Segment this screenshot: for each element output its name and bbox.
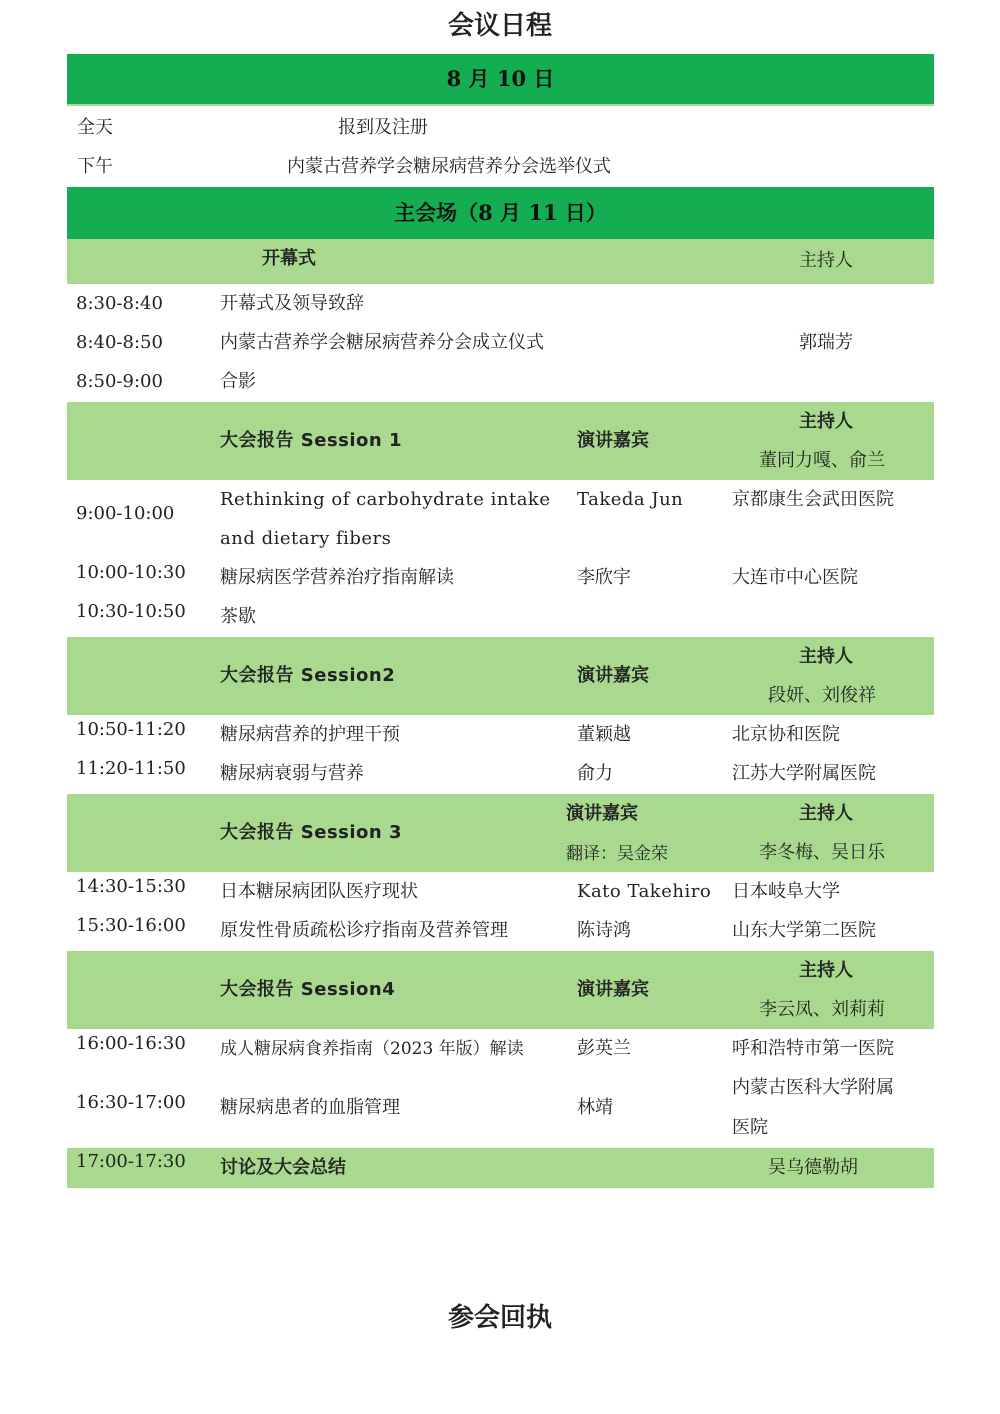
session1-org-2: 大连市中心医院 — [732, 567, 858, 588]
session4-org-1: 呼和浩特市第一医院 — [732, 1038, 894, 1059]
session1-speaker-1: Takeda Jun — [577, 489, 684, 510]
session1-speaker-2: 李欣宇 — [577, 567, 631, 588]
session3-title: 大会报告 Session 3 — [220, 822, 403, 843]
session3-time-2: 15:30-16:00 — [76, 915, 186, 936]
session2-time-1: 10:50-11:20 — [76, 719, 186, 740]
session2-title: 大会报告 Session2 — [220, 665, 396, 686]
opening-time-1: 8:30-8:40 — [76, 293, 163, 314]
session3-org-1: 日本岐阜大学 — [732, 881, 840, 902]
session4-org-2a: 内蒙古医科大学附属 — [732, 1077, 894, 1098]
session2-org-2: 江苏大学附属医院 — [732, 763, 876, 784]
opening-event-2: 内蒙古营养学会糖尿病营养分会成立仪式 — [220, 332, 544, 353]
opening-host-label: 主持人 — [799, 250, 853, 271]
opening-event-3: 合影 — [220, 371, 256, 392]
day1-time-1: 全天 — [77, 117, 113, 138]
session2-hosts: 段妍、刘俊祥 — [768, 685, 876, 706]
opening-host: 郭瑞芳 — [799, 332, 853, 353]
closing-host: 吴乌德勒胡 — [768, 1157, 858, 1178]
session2-host-label: 主持人 — [799, 646, 853, 667]
session1-time-3: 10:30-10:50 — [76, 601, 186, 622]
session2-org-1: 北京协和医院 — [732, 724, 840, 745]
session4-topic-1: 成人糖尿病食养指南（2023 年版）解读 — [220, 1039, 524, 1059]
session2-speaker-label: 演讲嘉宾 — [577, 665, 649, 686]
session2-speaker-2: 俞力 — [577, 763, 613, 784]
session4-hosts: 李云凤、刘莉莉 — [759, 999, 885, 1020]
session1-time-1: 9:00-10:00 — [76, 503, 175, 524]
footer-title: 参会回执 — [447, 1303, 552, 1333]
session1-title: 大会报告 Session 1 — [220, 430, 403, 451]
session4-time-2: 16:30-17:00 — [76, 1092, 186, 1113]
session3-host-label: 主持人 — [799, 803, 853, 824]
opening-time-3: 8:50-9:00 — [76, 371, 163, 392]
session3-topic-1: 日本糖尿病团队医疗现状 — [220, 881, 418, 902]
closing-time: 17:00-17:30 — [76, 1151, 186, 1172]
session3-topic-2: 原发性骨质疏松诊疗指南及营养管理 — [220, 920, 508, 941]
session1-host-label: 主持人 — [799, 411, 853, 432]
session4-time-1: 16:00-16:30 — [76, 1033, 186, 1054]
page-title: 会议日程 — [447, 11, 552, 41]
day1-header-text: 8 月 10 日 — [446, 66, 555, 91]
session4-speaker-2: 林靖 — [577, 1097, 613, 1118]
session4-title: 大会报告 Session4 — [220, 979, 396, 1000]
session4-host-label: 主持人 — [799, 960, 853, 981]
day1-time-2: 下午 — [77, 156, 113, 177]
session3-translator: 翻译：吴金荣 — [566, 844, 668, 864]
session2-topic-1: 糖尿病营养的护理干预 — [220, 724, 400, 745]
opening-title: 开幕式 — [262, 248, 316, 269]
session3-speaker-1: Kato Takehiro — [577, 881, 712, 902]
session1-speaker-label: 演讲嘉宾 — [577, 430, 649, 451]
session1-topic-2: 糖尿病医学营养治疗指南解读 — [220, 567, 454, 588]
session1-hosts: 董同力嘎、俞兰 — [759, 450, 885, 471]
session1-topic-1a: Rethinking of carbohydrate intake — [220, 489, 551, 510]
session2-speaker-1: 董颖越 — [577, 724, 631, 745]
session1-topic-1b: and dietary fibers — [220, 528, 392, 549]
day2-header-text: 主会场（8 月 11 日） — [394, 200, 607, 225]
session2-time-2: 11:20-11:50 — [76, 758, 186, 779]
session2-topic-2: 糖尿病衰弱与营养 — [220, 763, 364, 784]
session3-org-2: 山东大学第二医院 — [732, 920, 876, 941]
session1-topic-3: 茶歇 — [220, 606, 256, 627]
session4-speaker-1: 彭英兰 — [577, 1038, 631, 1059]
session3-hosts: 李冬梅、吴日乐 — [759, 842, 885, 863]
session1-org-1: 京都康生会武田医院 — [732, 489, 894, 510]
day1-event-1: 报到及注册 — [338, 117, 428, 138]
opening-event-1: 开幕式及领导致辞 — [220, 293, 364, 314]
day2-header — [67, 187, 934, 239]
session3-speaker-2: 陈诗鸿 — [577, 920, 631, 941]
day1-header — [67, 54, 934, 106]
session4-topic-2: 糖尿病患者的血脂管理 — [220, 1097, 400, 1118]
day1-event-2: 内蒙古营养学会糖尿病营养分会选举仪式 — [287, 156, 611, 177]
closing-event: 讨论及大会总结 — [220, 1157, 346, 1178]
session4-org-2b: 医院 — [732, 1117, 768, 1138]
opening-time-2: 8:40-8:50 — [76, 332, 163, 353]
session3-time-1: 14:30-15:30 — [76, 876, 186, 897]
session1-time-2: 10:00-10:30 — [76, 562, 186, 583]
session3-speaker-label: 演讲嘉宾 — [566, 803, 638, 824]
session4-speaker-label: 演讲嘉宾 — [577, 979, 649, 1000]
